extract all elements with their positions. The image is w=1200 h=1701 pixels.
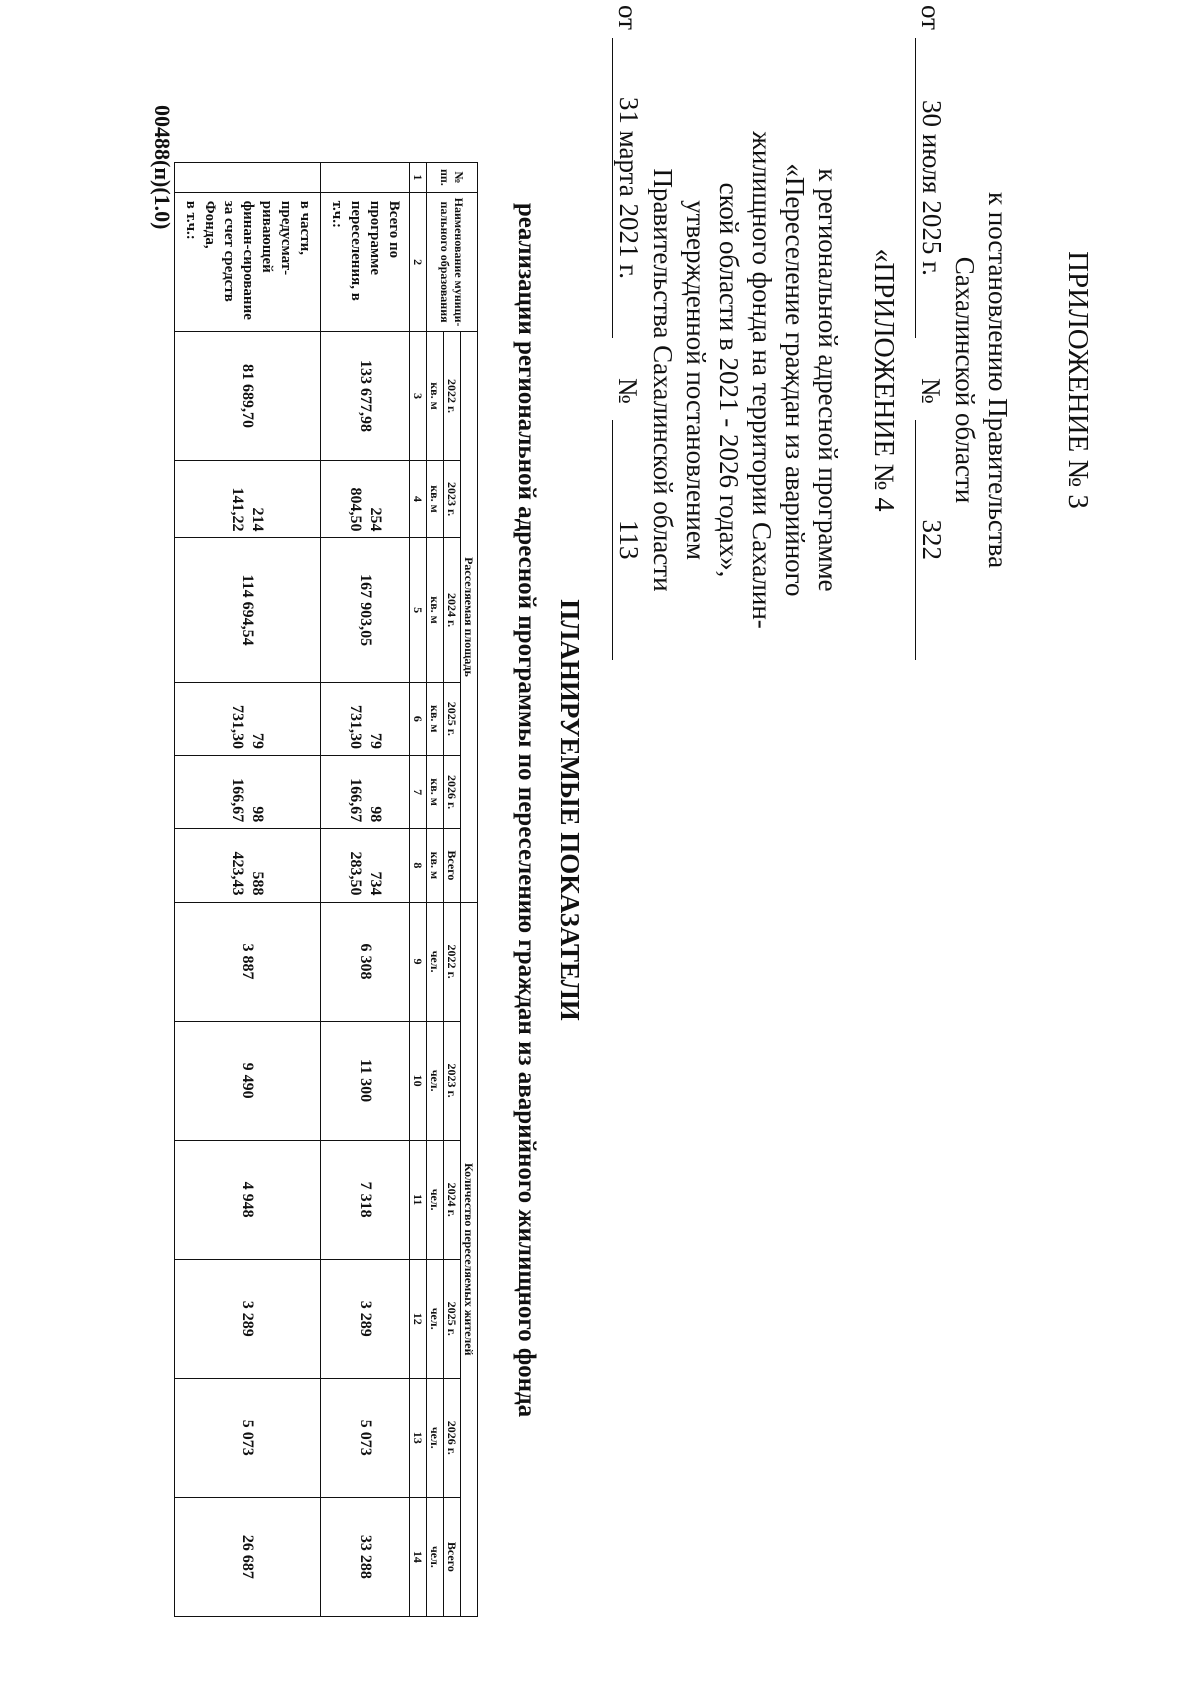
area-cell: 167 903,05 (321, 538, 410, 682)
people-cell: 5 073 (321, 1378, 410, 1497)
appendix-4-date-row (612, 5, 652, 660)
people-cell: 3 289 (321, 1259, 410, 1378)
area-cell: 214 141,22 (175, 460, 321, 538)
area-cell: 81 689,70 (175, 332, 321, 460)
unit-cell: кв. м (427, 682, 444, 755)
page-subtitle: реализации региональной адресной программы по переселению граждан из аварийного жилищного фонда (513, 202, 540, 1418)
unit-cell: кв. м (427, 755, 444, 828)
appendix-4-line-3: жилищного фонда на территории Сахалин- (747, 131, 777, 629)
rotated-sheet (80, 0, 1200, 1620)
header-area-year: 2023 г. (444, 460, 461, 538)
row-no (175, 163, 321, 193)
header-area-year: 2025 г. (444, 682, 461, 755)
people-cell: 11 300 (321, 1021, 410, 1140)
unit-cell: кв. м (427, 460, 444, 538)
people-total-cell: 26 687 (175, 1497, 321, 1616)
header-no: № пп. (427, 163, 478, 193)
header-area-total: Всего (444, 829, 461, 902)
col-number: 12 (410, 1259, 427, 1378)
col-number: 10 (410, 1021, 427, 1140)
col-number: 4 (410, 460, 427, 538)
header-people-group: Количество переселяемых жителей (461, 902, 478, 1616)
unit-cell: чел. (427, 1497, 444, 1616)
indicators-table (174, 162, 478, 1617)
col-number: 9 (410, 902, 427, 1021)
area-cell: 133 677,98 (321, 332, 410, 460)
page-title: ПЛАНИРУЕМЫЕ ПОКАЗАТЕЛИ (555, 599, 585, 1021)
col-number: 6 (410, 682, 427, 755)
header-people-year: 2024 г. (444, 1140, 461, 1259)
appendix-3-line1: к постановлению Правительства (983, 191, 1013, 569)
table-row (175, 163, 321, 1617)
col-number: 3 (410, 332, 427, 460)
header-row-units (427, 163, 444, 1617)
appendix-4-line-4: ской области в 2021 - 2026 годах», (714, 182, 744, 578)
appendix-4-line-5: утвержденной постановлением (681, 200, 711, 560)
header-area-year: 2022 г. (444, 332, 461, 460)
unit-cell: чел. (427, 902, 444, 1021)
appendix-4-date: 31 марта 2021 г. (612, 38, 644, 338)
area-total-cell: 588 423,43 (175, 829, 321, 902)
col-number: 14 (410, 1497, 427, 1616)
row-name: в части, предусмат-ривающей финан-сирование за счет средств Фонда, в т.ч.: (175, 192, 321, 332)
unit-cell: чел. (427, 1378, 444, 1497)
area-cell: 254 804,50 (321, 460, 410, 538)
appendix-3-title: ПРИЛОЖЕНИЕ № 3 (1062, 251, 1094, 509)
people-cell: 6 308 (321, 902, 410, 1021)
people-total-cell: 33 288 (321, 1497, 410, 1616)
table-row (321, 163, 410, 1617)
header-area-year: 2024 г. (444, 538, 461, 682)
people-cell: 3 887 (175, 902, 321, 1021)
appendix-3-date: 30 июля 2025 г. (915, 38, 947, 338)
appendix-3-number: 322 (915, 420, 947, 660)
appendix-3-num-label: № (916, 377, 946, 404)
area-cell: 98 166,67 (175, 755, 321, 828)
header-area-year: 2026 г. (444, 755, 461, 828)
header-row-1 (461, 163, 478, 1617)
col-number: 1 (410, 163, 427, 193)
row-name: Всего по программе переселения, в т.ч.: (321, 192, 410, 332)
unit-cell: чел. (427, 1140, 444, 1259)
appendix-3-from-label: от (916, 5, 946, 30)
header-people-year: 2022 г. (444, 902, 461, 1021)
header-people-year: 2026 г. (444, 1378, 461, 1497)
header-area-group: Расселяемая площадь (461, 332, 478, 902)
people-cell: 9 490 (175, 1021, 321, 1140)
header-people-year: 2025 г. (444, 1259, 461, 1378)
appendix-4-number: 113 (612, 420, 644, 660)
header-people-year: 2023 г. (444, 1021, 461, 1140)
header-row-years (444, 163, 461, 1617)
unit-cell: кв. м (427, 829, 444, 902)
appendix-4-num-label: № (613, 377, 643, 404)
appendix-4-line-6: Правительства Сахалинской области (648, 168, 678, 592)
area-cell: 98 166,67 (321, 755, 410, 828)
row-no (321, 163, 410, 193)
appendix-3-date-row (915, 5, 955, 660)
appendix-4-title: «ПРИЛОЖЕНИЕ № 4 (868, 248, 899, 512)
unit-cell: кв. м (427, 332, 444, 460)
header-people-total: Всего (444, 1497, 461, 1616)
unit-cell: кв. м (427, 538, 444, 682)
people-cell: 7 318 (321, 1140, 410, 1259)
area-total-cell: 734 283,50 (321, 829, 410, 902)
unit-cell: чел. (427, 1021, 444, 1140)
appendix-4-line-2: «Переселение граждан из аварийного (780, 163, 810, 597)
area-cell: 79 731,30 (175, 682, 321, 755)
people-cell: 4 948 (175, 1140, 321, 1259)
header-row-numbers (410, 163, 427, 1617)
col-number: 13 (410, 1378, 427, 1497)
people-cell: 5 073 (175, 1378, 321, 1497)
col-number: 8 (410, 829, 427, 902)
col-number: 5 (410, 538, 427, 682)
people-cell: 3 289 (175, 1259, 321, 1378)
document-code: 00488(п)(1.0) (150, 105, 175, 230)
unit-cell: чел. (427, 1259, 444, 1378)
appendix-4-line-1: к региональной адресной программе (813, 168, 843, 592)
area-cell: 114 694,54 (175, 538, 321, 682)
col-number: 11 (410, 1140, 427, 1259)
header-name: Наименование муници-пального образования (427, 192, 478, 332)
appendix-3-line2: Сахалинской области (950, 256, 980, 504)
col-number: 2 (410, 192, 427, 332)
appendix-4-from-label: от (613, 5, 643, 30)
col-number: 7 (410, 755, 427, 828)
area-cell: 79 731,30 (321, 682, 410, 755)
